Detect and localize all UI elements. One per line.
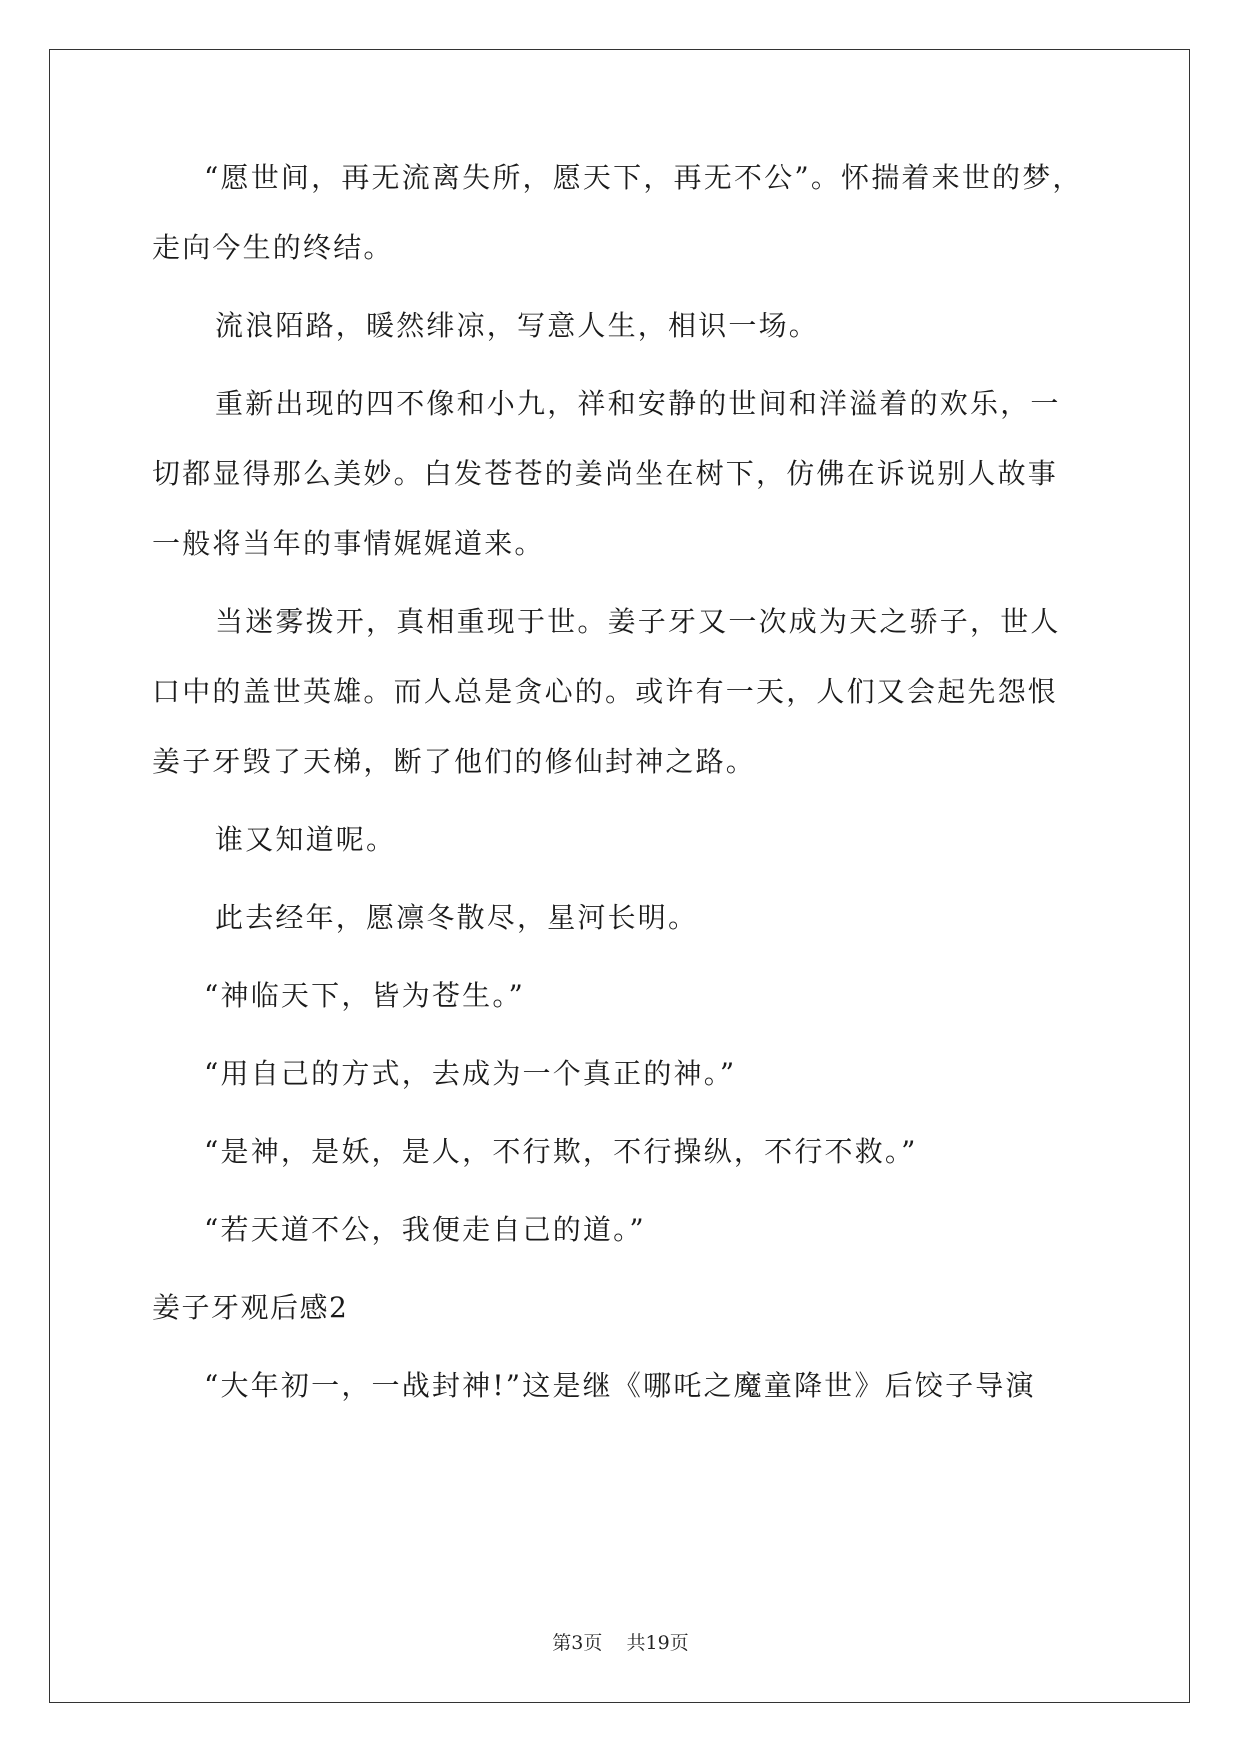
paragraph-line: 切都显得那么美妙。白发苍苍的姜尚坐在树下，仿佛在诉说别人故事 xyxy=(152,457,1059,490)
paragraph-line: 此去经年，愿凛冬散尽，星河长明。 xyxy=(215,901,699,934)
paragraph-line: 流浪陌路，暖然绯凉，写意人生，相识一场。 xyxy=(215,309,820,342)
page-label-suffix: 页 xyxy=(583,1632,603,1654)
total-label-suffix: 页 xyxy=(669,1632,689,1654)
total-pages: 19 xyxy=(645,1632,670,1654)
paragraph-line: 口中的盖世英雄。而人总是贪心的。或许有一天，人们又会起先怨恨 xyxy=(152,675,1059,708)
paragraph-line: 一般将当年的事情娓娓道来。 xyxy=(152,527,545,560)
page-label-prefix: 第 xyxy=(552,1632,572,1654)
paragraph-line: 走向今生的终结。 xyxy=(152,231,394,264)
paragraph-line: 当迷雾拨开，真相重现于世。姜子牙又一次成为天之骄子，世人 xyxy=(215,605,1061,638)
paragraph-line: 姜子牙毁了天梯，断了他们的修仙封神之路。 xyxy=(152,745,757,778)
paragraph-line: “是神，是妖，是人，不行欺，不行操纵，不行不救。” xyxy=(204,1135,918,1168)
page-number: 3 xyxy=(571,1632,584,1654)
page-frame xyxy=(49,49,1190,1703)
paragraph-line: 谁又知道呢。 xyxy=(215,823,397,856)
paragraph-line: “神临天下，皆为苍生。” xyxy=(204,979,526,1012)
page-footer xyxy=(0,1631,1241,1655)
paragraph-line: 重新出现的四不像和小九，祥和安静的世间和洋溢着的欢乐，一 xyxy=(215,387,1061,420)
paragraph-line: “若天道不公，我便走自己的道。” xyxy=(204,1213,646,1246)
total-label-prefix: 共 xyxy=(626,1632,646,1654)
paragraph-line: “用自己的方式，去成为一个真正的神。” xyxy=(204,1057,737,1090)
paragraph-line: “愿世间，再无流离失所，愿天下，再无不公”。怀揣着来世的梦， xyxy=(204,161,1083,194)
section-heading: 姜子牙观后感2 xyxy=(152,1291,349,1324)
paragraph-line: “大年初一，一战封神!”这是继《哪吒之魔童降世》后饺子导演 xyxy=(204,1369,1036,1402)
